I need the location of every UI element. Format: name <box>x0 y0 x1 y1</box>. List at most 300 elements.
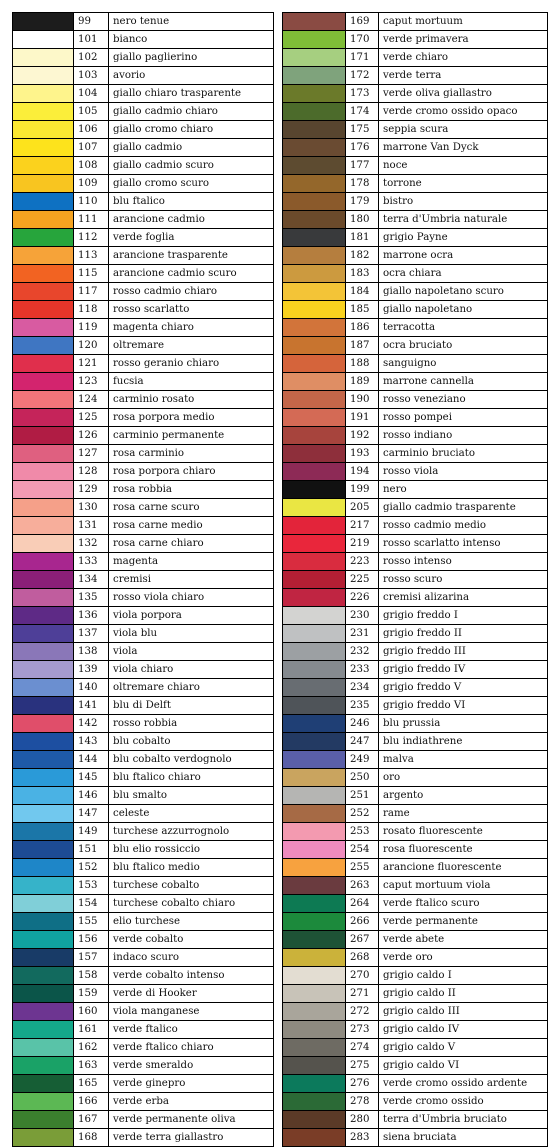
color-row <box>13 265 274 283</box>
color-swatch <box>13 121 74 139</box>
color-row <box>13 895 274 913</box>
color-row <box>13 1111 274 1129</box>
color-row <box>13 535 274 553</box>
color-row <box>283 229 548 247</box>
color-name: viola <box>109 643 274 661</box>
color-code: 247 <box>346 733 379 751</box>
color-row <box>283 319 548 337</box>
color-swatch <box>283 823 346 841</box>
color-swatch <box>13 1057 74 1075</box>
color-name: ocra chiara <box>379 265 548 283</box>
color-swatch <box>13 355 74 373</box>
color-swatch <box>283 319 346 337</box>
color-name: celeste <box>109 805 274 823</box>
color-name: turchese azzurrognolo <box>109 823 274 841</box>
color-name: grigio freddo II <box>379 625 548 643</box>
color-swatch <box>283 355 346 373</box>
color-name: grigio freddo I <box>379 607 548 625</box>
color-name: grigio caldo IV <box>379 1021 548 1039</box>
color-code: 175 <box>346 121 379 139</box>
color-code: 173 <box>346 85 379 103</box>
color-swatch <box>283 67 346 85</box>
color-row <box>13 751 274 769</box>
color-name: rosso scarlatto <box>109 301 274 319</box>
color-code: 133 <box>74 553 109 571</box>
color-row <box>283 1111 548 1129</box>
color-swatch <box>283 841 346 859</box>
color-name: verde terra <box>379 67 548 85</box>
color-swatch <box>283 1039 346 1057</box>
color-row <box>283 967 548 985</box>
color-swatch <box>283 679 346 697</box>
color-code: 99 <box>74 13 109 31</box>
color-row <box>13 175 274 193</box>
color-swatch <box>13 391 74 409</box>
color-name: blu ftalico medio <box>109 859 274 877</box>
color-swatch <box>283 805 346 823</box>
color-code: 138 <box>74 643 109 661</box>
color-row <box>283 1057 548 1075</box>
color-name: rosso viola chiaro <box>109 589 274 607</box>
color-row <box>283 139 548 157</box>
color-swatch <box>13 319 74 337</box>
color-name: verde permanente oliva <box>109 1111 274 1129</box>
color-swatch <box>283 787 346 805</box>
color-swatch <box>13 265 74 283</box>
color-code: 176 <box>346 139 379 157</box>
color-code: 161 <box>74 1021 109 1039</box>
color-swatch <box>283 931 346 949</box>
color-table-right <box>282 12 548 1143</box>
color-swatch <box>13 589 74 607</box>
color-code: 166 <box>74 1093 109 1111</box>
color-swatch <box>283 229 346 247</box>
color-name: blu indiathrene <box>379 733 548 751</box>
color-row <box>283 607 548 625</box>
color-name: terra d'Umbria naturale <box>379 211 548 229</box>
color-code: 163 <box>74 1057 109 1075</box>
color-row <box>13 787 274 805</box>
color-row <box>13 697 274 715</box>
color-row <box>13 247 274 265</box>
color-row <box>283 85 548 103</box>
color-swatch <box>13 463 74 481</box>
color-swatch <box>13 913 74 931</box>
color-swatch <box>13 337 74 355</box>
color-code: 252 <box>346 805 379 823</box>
color-swatch <box>13 1075 74 1093</box>
color-code: 105 <box>74 103 109 121</box>
color-row <box>13 427 274 445</box>
color-name: marrone Van Dyck <box>379 139 548 157</box>
color-swatch <box>283 481 346 499</box>
color-row <box>13 193 274 211</box>
color-row <box>283 643 548 661</box>
color-row <box>283 1039 548 1057</box>
color-row <box>283 265 548 283</box>
color-code: 162 <box>74 1039 109 1057</box>
color-row <box>283 463 548 481</box>
color-code: 107 <box>74 139 109 157</box>
color-code: 117 <box>74 283 109 301</box>
color-name: rosa carminio <box>109 445 274 463</box>
color-name: rosso cadmio chiaro <box>109 283 274 301</box>
color-row <box>13 607 274 625</box>
color-row <box>283 535 548 553</box>
color-swatch <box>283 301 346 319</box>
color-name: giallo napoletano scuro <box>379 283 548 301</box>
color-swatch <box>283 967 346 985</box>
color-table-left <box>12 12 274 1143</box>
color-name: verde cobalto intenso <box>109 967 274 985</box>
color-row <box>13 49 274 67</box>
color-name: viola porpora <box>109 607 274 625</box>
color-code: 131 <box>74 517 109 535</box>
color-code: 273 <box>346 1021 379 1039</box>
color-swatch <box>283 859 346 877</box>
color-swatch <box>283 535 346 553</box>
color-row <box>283 553 548 571</box>
color-name: elio turchese <box>109 913 274 931</box>
color-swatch <box>13 85 74 103</box>
color-name: oro <box>379 769 548 787</box>
color-code: 185 <box>346 301 379 319</box>
color-row <box>283 805 548 823</box>
color-row <box>283 913 548 931</box>
color-row <box>13 553 274 571</box>
color-code: 159 <box>74 985 109 1003</box>
color-swatch <box>13 931 74 949</box>
color-swatch <box>283 733 346 751</box>
color-swatch <box>13 67 74 85</box>
color-swatch <box>13 679 74 697</box>
color-swatch <box>283 769 346 787</box>
color-row <box>283 481 548 499</box>
color-swatch <box>13 373 74 391</box>
color-row <box>283 931 548 949</box>
color-name: verde erba <box>109 1093 274 1111</box>
color-row <box>283 787 548 805</box>
color-swatch <box>283 571 346 589</box>
color-swatch <box>13 445 74 463</box>
color-swatch <box>283 589 346 607</box>
color-name: indaco scuro <box>109 949 274 967</box>
color-name: carminio rosato <box>109 391 274 409</box>
color-row <box>13 625 274 643</box>
color-row <box>13 85 274 103</box>
color-swatch <box>283 463 346 481</box>
color-swatch <box>13 427 74 445</box>
color-name: giallo chiaro trasparente <box>109 85 274 103</box>
color-code: 192 <box>346 427 379 445</box>
color-code: 135 <box>74 589 109 607</box>
color-code: 199 <box>346 481 379 499</box>
color-row <box>283 625 548 643</box>
color-row <box>13 391 274 409</box>
color-row <box>13 409 274 427</box>
color-code: 121 <box>74 355 109 373</box>
color-code: 101 <box>74 31 109 49</box>
color-code: 250 <box>346 769 379 787</box>
color-name: arancione cadmio scuro <box>109 265 274 283</box>
color-swatch <box>283 445 346 463</box>
color-row <box>13 1075 274 1093</box>
color-name: verde cobalto <box>109 931 274 949</box>
color-code: 156 <box>74 931 109 949</box>
color-swatch <box>283 1093 346 1111</box>
color-swatch <box>283 1075 346 1093</box>
color-row <box>283 157 548 175</box>
color-row <box>283 301 548 319</box>
color-name: verde foglia <box>109 229 274 247</box>
color-code: 145 <box>74 769 109 787</box>
color-swatch <box>13 211 74 229</box>
color-code: 226 <box>346 589 379 607</box>
color-code: 134 <box>74 571 109 589</box>
color-code: 157 <box>74 949 109 967</box>
color-name: grigio freddo VI <box>379 697 548 715</box>
color-code: 255 <box>346 859 379 877</box>
color-code: 110 <box>74 193 109 211</box>
color-row <box>13 355 274 373</box>
color-code: 142 <box>74 715 109 733</box>
color-name: viola blu <box>109 625 274 643</box>
color-name: marrone cannella <box>379 373 548 391</box>
color-code: 172 <box>346 67 379 85</box>
color-swatch <box>283 391 346 409</box>
color-row <box>13 733 274 751</box>
color-name: rosa fluorescente <box>379 841 548 859</box>
color-swatch <box>283 985 346 1003</box>
color-swatch <box>283 715 346 733</box>
color-name: grigio caldo II <box>379 985 548 1003</box>
color-name: oltremare <box>109 337 274 355</box>
color-row <box>283 589 548 607</box>
color-name: ocra bruciato <box>379 337 548 355</box>
color-code: 139 <box>74 661 109 679</box>
color-row <box>283 445 548 463</box>
color-row <box>13 13 274 31</box>
color-swatch <box>13 175 74 193</box>
color-swatch <box>13 1039 74 1057</box>
color-name: bianco <box>109 31 274 49</box>
color-row <box>13 319 274 337</box>
color-row <box>13 517 274 535</box>
color-name: rosa carne scuro <box>109 499 274 517</box>
color-name: rosa carne medio <box>109 517 274 535</box>
color-row <box>283 211 548 229</box>
color-name: grigio Payne <box>379 229 548 247</box>
color-swatch <box>13 139 74 157</box>
color-name: carminio bruciato <box>379 445 548 463</box>
color-row <box>13 157 274 175</box>
color-code: 275 <box>346 1057 379 1075</box>
color-name: giallo cadmio chiaro <box>109 103 274 121</box>
color-name: verde cromo ossido ardente <box>379 1075 548 1093</box>
color-code: 144 <box>74 751 109 769</box>
color-code: 230 <box>346 607 379 625</box>
color-name: giallo cromo scuro <box>109 175 274 193</box>
color-code: 177 <box>346 157 379 175</box>
color-name: avorio <box>109 67 274 85</box>
color-row <box>13 1129 274 1147</box>
color-row <box>13 571 274 589</box>
color-swatch <box>283 373 346 391</box>
color-row <box>13 823 274 841</box>
color-code: 232 <box>346 643 379 661</box>
color-row <box>13 1039 274 1057</box>
color-name: rosso geranio chiaro <box>109 355 274 373</box>
color-swatch <box>283 157 346 175</box>
color-name: arancione cadmio <box>109 211 274 229</box>
color-code: 123 <box>74 373 109 391</box>
color-swatch <box>13 1111 74 1129</box>
color-name: arancione trasparente <box>109 247 274 265</box>
color-swatch <box>283 949 346 967</box>
color-swatch <box>283 517 346 535</box>
color-code: 219 <box>346 535 379 553</box>
color-swatch <box>283 247 346 265</box>
color-name: nero tenue <box>109 13 274 31</box>
color-code: 187 <box>346 337 379 355</box>
color-swatch <box>13 49 74 67</box>
color-swatch <box>283 1003 346 1021</box>
color-swatch <box>283 895 346 913</box>
color-swatch <box>283 1129 346 1147</box>
color-row <box>283 31 548 49</box>
color-row <box>13 229 274 247</box>
color-swatch <box>13 823 74 841</box>
color-name: fucsia <box>109 373 274 391</box>
color-name: magenta chiaro <box>109 319 274 337</box>
color-name: rosato fluorescente <box>379 823 548 841</box>
color-name: blu ftalico <box>109 193 274 211</box>
color-name: turchese cobalto chiaro <box>109 895 274 913</box>
color-row <box>13 589 274 607</box>
color-row <box>283 985 548 1003</box>
color-name: giallo cadmio trasparente <box>379 499 548 517</box>
color-swatch <box>13 841 74 859</box>
color-row <box>13 1021 274 1039</box>
color-code: 184 <box>346 283 379 301</box>
color-name: cremisi <box>109 571 274 589</box>
color-code: 106 <box>74 121 109 139</box>
color-swatch <box>13 697 74 715</box>
color-row <box>13 373 274 391</box>
color-row <box>13 1003 274 1021</box>
color-name: magenta <box>109 553 274 571</box>
color-swatch <box>13 715 74 733</box>
color-name: malva <box>379 751 548 769</box>
color-row <box>13 715 274 733</box>
color-swatch <box>283 139 346 157</box>
color-code: 189 <box>346 373 379 391</box>
color-row <box>283 175 548 193</box>
color-code: 158 <box>74 967 109 985</box>
color-row <box>283 247 548 265</box>
color-code: 191 <box>346 409 379 427</box>
color-row <box>283 193 548 211</box>
color-row <box>283 895 548 913</box>
color-name: verde cromo ossido <box>379 1093 548 1111</box>
color-code: 266 <box>346 913 379 931</box>
color-name: giallo cromo chiaro <box>109 121 274 139</box>
color-code: 147 <box>74 805 109 823</box>
color-row <box>283 517 548 535</box>
color-name: rosso indiano <box>379 427 548 445</box>
color-row <box>283 661 548 679</box>
color-row <box>283 283 548 301</box>
color-swatch <box>13 571 74 589</box>
color-row <box>283 877 548 895</box>
color-row <box>13 805 274 823</box>
color-name: grigio freddo IV <box>379 661 548 679</box>
color-swatch <box>13 859 74 877</box>
color-row <box>283 859 548 877</box>
color-name: noce <box>379 157 548 175</box>
color-name: verde ftalico chiaro <box>109 1039 274 1057</box>
color-swatch <box>13 805 74 823</box>
color-row <box>13 841 274 859</box>
color-swatch <box>283 409 346 427</box>
color-name: carminio permanente <box>109 427 274 445</box>
color-row <box>13 103 274 121</box>
color-code: 124 <box>74 391 109 409</box>
color-name: blu di Delft <box>109 697 274 715</box>
color-swatch <box>283 751 346 769</box>
color-code: 180 <box>346 211 379 229</box>
color-code: 194 <box>346 463 379 481</box>
color-name: sanguigno <box>379 355 548 373</box>
color-swatch <box>283 661 346 679</box>
color-name: rosa robbia <box>109 481 274 499</box>
color-code: 271 <box>346 985 379 1003</box>
color-swatch <box>283 1057 346 1075</box>
color-row <box>283 1021 548 1039</box>
color-code: 171 <box>346 49 379 67</box>
color-code: 174 <box>346 103 379 121</box>
color-code: 109 <box>74 175 109 193</box>
color-code: 102 <box>74 49 109 67</box>
color-code: 179 <box>346 193 379 211</box>
color-code: 127 <box>74 445 109 463</box>
color-code: 280 <box>346 1111 379 1129</box>
color-swatch <box>283 175 346 193</box>
color-swatch <box>13 193 74 211</box>
color-swatch <box>283 283 346 301</box>
color-name: verde smeraldo <box>109 1057 274 1075</box>
color-row <box>13 985 274 1003</box>
color-row <box>13 463 274 481</box>
color-code: 276 <box>346 1075 379 1093</box>
color-name: grigio caldo V <box>379 1039 548 1057</box>
color-code: 205 <box>346 499 379 517</box>
color-name: verde primavera <box>379 31 548 49</box>
color-swatch <box>283 499 346 517</box>
color-name: rame <box>379 805 548 823</box>
color-row <box>283 499 548 517</box>
color-code: 169 <box>346 13 379 31</box>
color-swatch <box>283 49 346 67</box>
color-swatch <box>13 1003 74 1021</box>
color-code: 165 <box>74 1075 109 1093</box>
color-row <box>283 697 548 715</box>
color-name: verde ftalico scuro <box>379 895 548 913</box>
color-code: 167 <box>74 1111 109 1129</box>
color-swatch <box>283 193 346 211</box>
color-name: arancione fluorescente <box>379 859 548 877</box>
color-code: 126 <box>74 427 109 445</box>
